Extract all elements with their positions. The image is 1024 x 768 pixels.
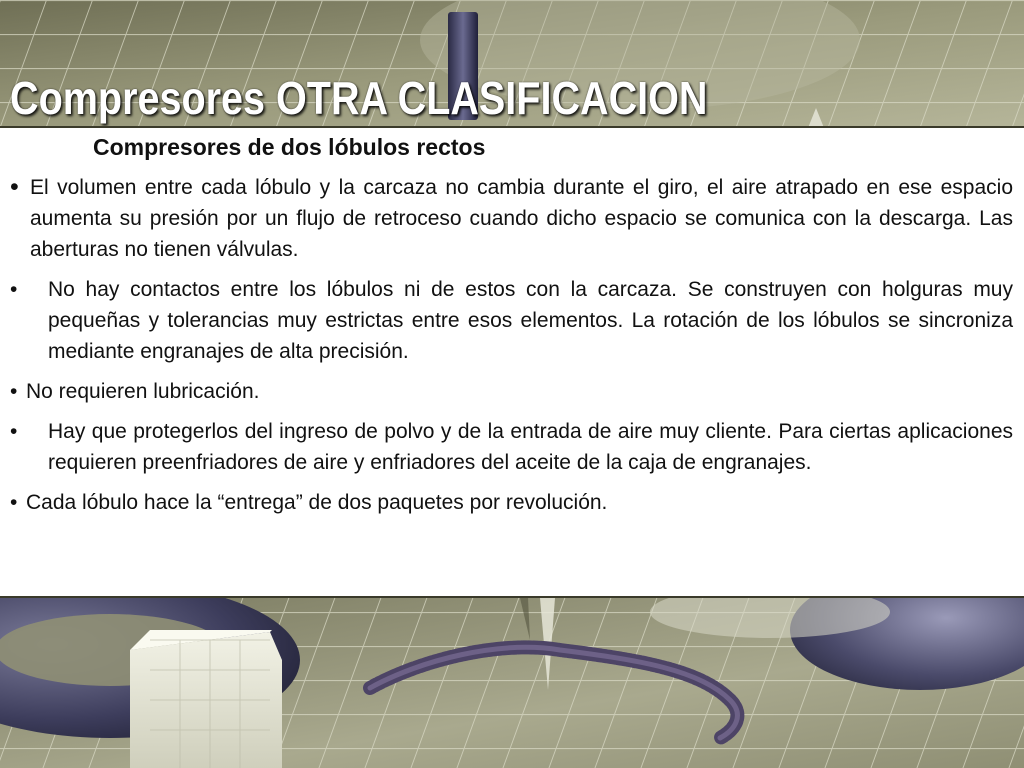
- bullet-text: Hay que protegerlos del ingreso de polvo y de la entrada de aire muy cliente. Para ciertas aplicaciones requieren preenfriadores de aire y enfriadores del aceite de la caja de engranajes.: [48, 420, 1013, 474]
- bullet-text: No hay contactos entre los lóbulos ni de estos con la carcaza. Se construyen con holguras muy pequeñas y tolerancias muy estrictas entre esos elementos. La rotación de los lóbulos se sincroniza mediante engranajes de alta precisión.: [48, 278, 1013, 363]
- bullet-icon: •: [10, 420, 18, 443]
- content-panel: [0, 126, 1024, 598]
- bullet-text: No requieren lubricación.: [26, 380, 260, 403]
- bullet-icon: •: [10, 380, 18, 403]
- bullet-text: Cada lóbulo hace la “entrega” de dos paquetes por revolución.: [26, 491, 608, 514]
- bullet-list: [10, 172, 1013, 527]
- bullet-item: [10, 274, 1013, 367]
- bullet-icon: •: [10, 278, 18, 301]
- bullet-text: El volumen entre cada lóbulo y la carcaza no cambia durante el giro, el aire atrapado en ese espacio aumenta su presión por un flujo de retroceso cuando dicho espacio se comunica con la descarga. Las aberturas no tienen válvulas.: [30, 176, 1013, 261]
- bullet-icon: •: [10, 173, 19, 201]
- bullet-item: [10, 416, 1013, 478]
- bullet-item: [10, 172, 1013, 265]
- slide-title: Compresores OTRA CLASIFICACION: [10, 72, 708, 124]
- slide-subtitle: Compresores de dos lóbulos rectos: [93, 134, 486, 160]
- bullet-item: [10, 487, 1013, 518]
- bullet-icon: •: [10, 491, 18, 514]
- bullet-item: [10, 376, 1013, 407]
